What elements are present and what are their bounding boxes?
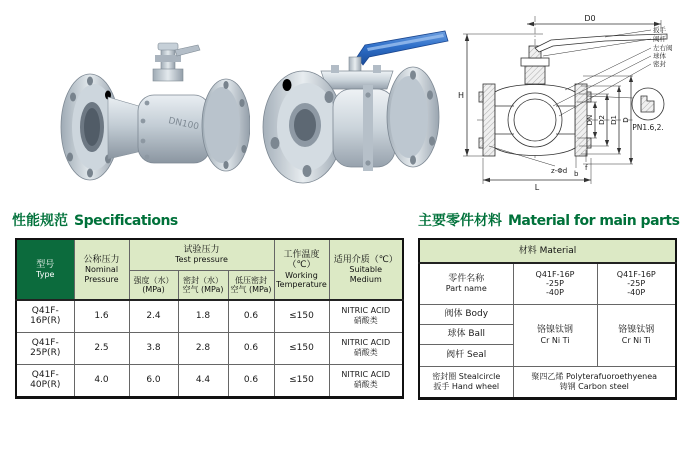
valve-photo-handle-svg [245,5,455,190]
material-crniti-a: 铬镍钛钢 Cr Ni Ti [513,304,597,366]
dim-b-label: b [574,170,579,178]
spec-section-title [12,210,178,230]
col-header-type: 型号 Type [16,239,74,300]
valve1-cast-text: DN100 [167,116,200,133]
material-title-zh: 主要零件材料 [418,213,502,229]
dim-dn-label: DN [586,114,594,126]
col-header-model-a: Q41F-16P -25P -40P [513,263,597,304]
material-title-en: Material for main parts [508,213,680,229]
cell-nominal: 1.6 [74,300,129,332]
valve-photo-bare-svg [50,25,250,190]
col-header-seal-water-air: 密封（水） 空气 (MPa) [178,270,228,300]
dim-d-label: D [622,117,630,123]
valve1-body [138,95,210,163]
valve-section-diagram [455,8,680,203]
dim-d2-label: D2 [598,115,606,125]
col-header-strength-water: 强度（水） (MPa) [129,270,178,300]
col-header-part-name: 零件名称 Part name [419,263,513,304]
callout-ball: 球体 [653,52,666,60]
cell-medium: NITRIC ACID 硝酸类 [329,332,403,364]
valve1-stem [153,43,200,81]
callout-body: 左右阀 [653,44,673,52]
valve1-neck [108,97,142,159]
col-header-suitable-medium: 适用介质（℃） Suitable Medium [329,239,403,300]
callout-stem: 阀杆 [653,35,666,43]
spec-title-zh: 性能规范 [12,213,68,229]
cell-low: 0.6 [228,300,274,332]
valve2-left-flange [263,71,343,183]
cell-working: ≤150 [274,332,329,364]
col-header-nominal-pressure: 公称压力 Nominal Pressure [74,239,129,300]
cell-type: Q41F-40P(R) [16,364,74,397]
spec-row-40p [16,364,403,397]
material-header: 材料 Material [419,239,676,263]
material-ptfe-carbonsteel: 聚四乙烯 Polyterafuoroethyenea 铸钢 Carbon steel [513,366,676,398]
specifications-table [15,238,404,399]
dim-zphid-label: z-Φd [551,167,568,175]
spec-row-25p [16,332,403,364]
valve2-handle [357,31,448,65]
valve-photo-bare [50,25,250,190]
spec-row-16p [16,300,403,332]
valve2-right-flange [387,67,439,167]
cell-strength: 3.8 [129,332,178,364]
part-row-stem: 阀杆 Seal [419,344,513,366]
part-row-seal-handwheel: 密封圈 Stealcircle 扳手 Hand wheel [419,366,513,398]
cell-seal: 2.8 [178,332,228,364]
part-row-body: 阀体 Body [419,304,513,324]
col-header-model-b: Q41F-16P -25P -40P [597,263,676,304]
material-crniti-b: 铬镍钛钢 Cr Ni Ti [597,304,676,366]
col-header-working-temperature: 工作温度（℃） Working Temperature [274,239,329,300]
col-group-test-pressure: 试验压力 Test pressure [129,239,274,270]
cell-medium: NITRIC ACID 硝酸类 [329,300,403,332]
callout-seal: 密封 [653,60,666,68]
cell-medium: NITRIC ACID 硝酸类 [329,364,403,397]
cell-working: ≤150 [274,364,329,397]
cell-strength: 6.0 [129,364,178,397]
dim-d0-label: D0 [584,14,596,23]
dim-l-label: L [534,183,540,192]
cell-seal: 4.4 [178,364,228,397]
material-table [418,238,677,400]
cell-strength: 2.4 [129,300,178,332]
material-section-title [418,210,679,230]
spec-title-en: Specifications [74,213,178,229]
dim-d1-label: D1 [610,115,618,125]
cell-type: Q41F-16P(R) [16,300,74,332]
col-header-low-pressure-seal: 低压密封 空气 (MPa) [228,270,274,300]
cell-working: ≤150 [274,300,329,332]
cell-nominal: 4.0 [74,364,129,397]
valve2-body [333,85,395,171]
detail-pn-label: PN1.6,2. [632,123,664,132]
cell-seal: 1.8 [178,300,228,332]
cell-low: 0.6 [228,332,274,364]
cell-low: 0.6 [228,364,274,397]
valve2-stem [321,57,393,89]
valve1-right-flange [202,79,250,171]
valve-photo-handle [245,5,455,190]
cell-nominal: 2.5 [74,332,129,364]
part-row-ball: 球体 Ball [419,324,513,344]
dim-h-label: H [458,91,465,100]
cell-type: Q41F-25P(R) [16,332,74,364]
dim-f-label: f [585,164,588,172]
valve-section-diagram-svg [455,8,680,203]
callout-handle: 扳手 [653,26,666,34]
